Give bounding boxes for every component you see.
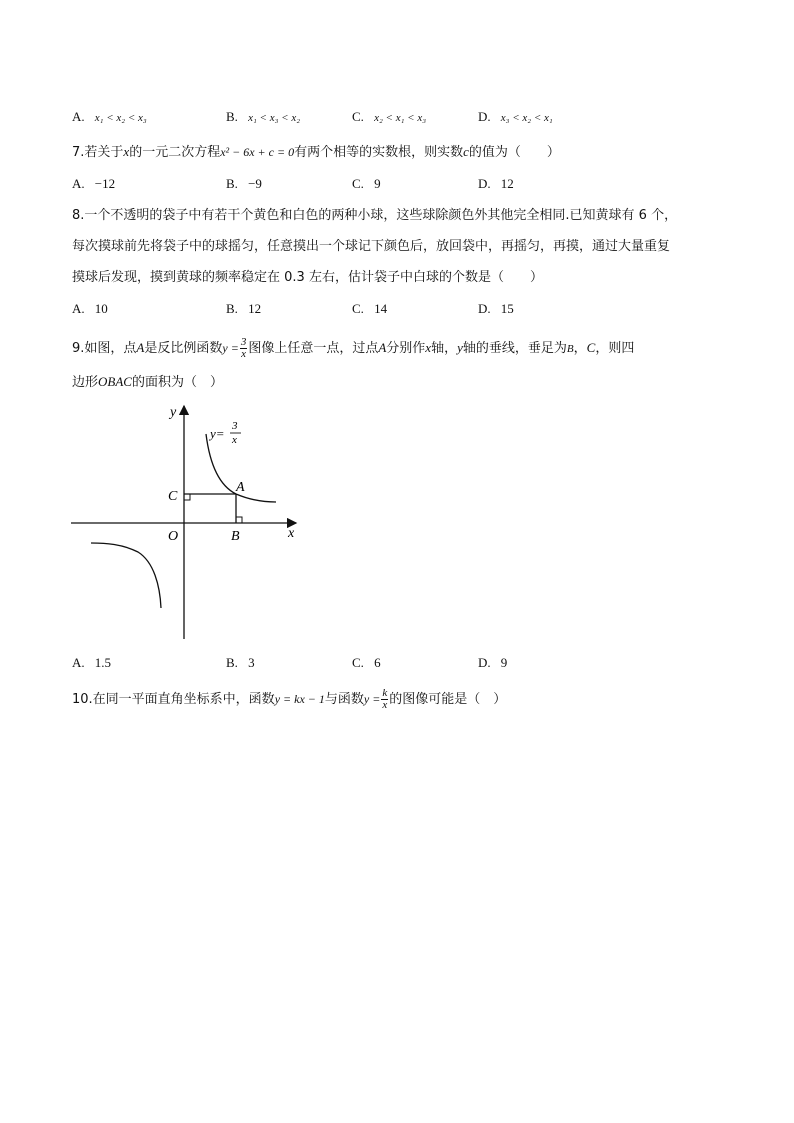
q10-func1: y = kx − 1 xyxy=(274,692,325,706)
option-expression: x₂ < x₁ < x₃ xyxy=(374,112,427,124)
option-label: A. xyxy=(72,176,85,191)
fraction-numerator: 3 xyxy=(240,336,247,348)
fraction-denominator: x xyxy=(241,348,246,360)
q7-var-c: c xyxy=(463,144,469,159)
q9-var-x: x xyxy=(425,340,432,355)
hyperbola-branch-3 xyxy=(91,543,161,608)
option-label: A. xyxy=(72,655,85,670)
q9-mid5: 轴的垂线，垂足为 xyxy=(462,341,567,356)
q9-figure xyxy=(60,396,360,666)
option-label: A. xyxy=(72,301,85,316)
q10-mid: 与函数 xyxy=(324,692,364,707)
q7-option-c xyxy=(352,174,381,195)
option-value: 10 xyxy=(94,301,108,316)
option-label: C. xyxy=(352,176,364,191)
q6-option-b xyxy=(226,107,300,128)
option-label: B. xyxy=(226,301,238,316)
q8-option-c xyxy=(352,299,387,320)
curve-label-den: x xyxy=(232,434,237,446)
q9-option-d xyxy=(478,653,507,674)
option-value: 14 xyxy=(374,301,388,316)
option-value: −12 xyxy=(94,176,116,191)
option-expression: x₃ < x₂ < x₁ xyxy=(500,112,553,124)
q7-mid2: 有两个相等的实数根，则实数 xyxy=(294,145,464,160)
q9-mid3: 分别作 xyxy=(386,341,426,356)
label-o: O xyxy=(168,529,179,544)
label-x: x xyxy=(288,526,295,541)
q10-func2-fraction xyxy=(381,688,388,711)
option-label: D. xyxy=(478,655,491,670)
q9-mid6: ，则四 xyxy=(595,341,635,356)
option-label: B. xyxy=(226,655,238,670)
q9-quadrilateral: OBAC xyxy=(98,374,132,389)
question-7-stem xyxy=(72,142,560,163)
curve-label-num: 3 xyxy=(232,420,238,432)
option-label: D. xyxy=(478,301,491,316)
q7-suffix: 的值为（ ） xyxy=(468,145,560,160)
q7-option-b xyxy=(226,174,262,195)
q7-var-x: x xyxy=(123,144,130,159)
q9-func-lhs: y = xyxy=(222,341,239,355)
q7-option-d xyxy=(478,174,514,195)
question-8-line-1: 8.一个不透明的袋子中有若干个黄色和白色的两种小球，这些球除颜色外其他完全相同.已知黄球有 6 个， xyxy=(72,208,678,223)
right-angle-mark-b xyxy=(236,517,242,523)
option-label: B. xyxy=(226,176,238,191)
q9-var-y: y xyxy=(457,340,463,355)
q9-line2-suffix: 的面积为（ ） xyxy=(131,375,223,390)
option-value: 9 xyxy=(374,176,381,191)
option-label: C. xyxy=(352,655,364,670)
q9-func-fraction xyxy=(240,337,248,360)
fraction-numerator: k xyxy=(382,687,388,699)
q7-mid1: 的一元二次方程 xyxy=(129,145,221,160)
option-value: −9 xyxy=(248,176,262,191)
q9-line2-prefix: 边形 xyxy=(72,375,99,390)
fraction-denominator: x xyxy=(382,699,388,711)
q9-mid4: 轴， xyxy=(431,341,458,356)
option-value: 12 xyxy=(500,176,514,191)
option-value: 3 xyxy=(248,655,255,670)
q6-option-c xyxy=(352,107,426,128)
q6-option-a xyxy=(72,107,147,128)
option-label: D. xyxy=(478,109,491,124)
q8-option-a xyxy=(72,299,108,320)
option-value: 9 xyxy=(500,655,508,670)
label-y: y xyxy=(170,405,177,420)
q7-prefix: 7.若关于 xyxy=(72,145,124,160)
q8-option-b xyxy=(226,299,261,320)
question-9-line-2 xyxy=(72,372,223,393)
question-10-stem xyxy=(72,686,506,713)
option-label: D. xyxy=(478,176,491,191)
q9-point-b: B xyxy=(566,343,574,355)
q9-point-a: A xyxy=(136,340,145,355)
q9-prefix: 9.如图，点 xyxy=(72,341,137,356)
q9-option-a xyxy=(72,653,111,674)
option-value: 12 xyxy=(248,301,262,316)
question-8-line-3: 摸球后发现，摸到黄球的频率稳定在 0.3 左右，估计袋子中白球的个数是（ ） xyxy=(72,270,543,285)
q7-equation: x² − 6x + c = 0 xyxy=(220,145,295,159)
q9-point-c: C xyxy=(586,340,596,355)
q8-option-d xyxy=(478,299,514,320)
option-label: B. xyxy=(226,109,238,124)
option-label: A. xyxy=(72,109,85,124)
q10-suffix: 的图像可能是（ ） xyxy=(389,692,507,707)
q9-mid2: 图像上任意一点，过点 xyxy=(248,341,379,356)
label-b: B xyxy=(231,529,240,544)
curve-label-lhs: y= xyxy=(210,426,225,441)
q9-comma: ， xyxy=(573,341,587,356)
q6-option-d xyxy=(478,107,553,128)
question-8-line-2: 每次摸球前先将袋子中的球摇匀，任意摸出一个球记下颜色后，放回袋中，再摇匀，再摸，通过大量重复 xyxy=(72,239,671,254)
q10-func2-lhs: y = xyxy=(363,692,381,706)
q9-point-a-2: A xyxy=(378,340,387,355)
option-value: 15 xyxy=(500,301,514,316)
option-value: 6 xyxy=(374,655,381,670)
q9-option-c xyxy=(352,653,381,674)
right-angle-mark-c xyxy=(184,494,190,500)
q9-option-b xyxy=(226,653,255,674)
label-a: A xyxy=(236,480,245,495)
q9-mid1: 是反比例函数 xyxy=(144,341,223,356)
label-c: C xyxy=(168,489,178,504)
option-value: 1.5 xyxy=(94,655,112,670)
option-expression: x₁ < x₃ < x₂ xyxy=(248,112,301,124)
q10-prefix: 10.在同一平面直角坐标系中，函数 xyxy=(72,692,275,707)
question-9-line-1 xyxy=(72,336,634,361)
q7-option-a xyxy=(72,174,115,195)
option-label: C. xyxy=(352,301,364,316)
option-expression: x₁ < x₂ < x₃ xyxy=(94,112,147,124)
option-label: C. xyxy=(352,109,364,124)
